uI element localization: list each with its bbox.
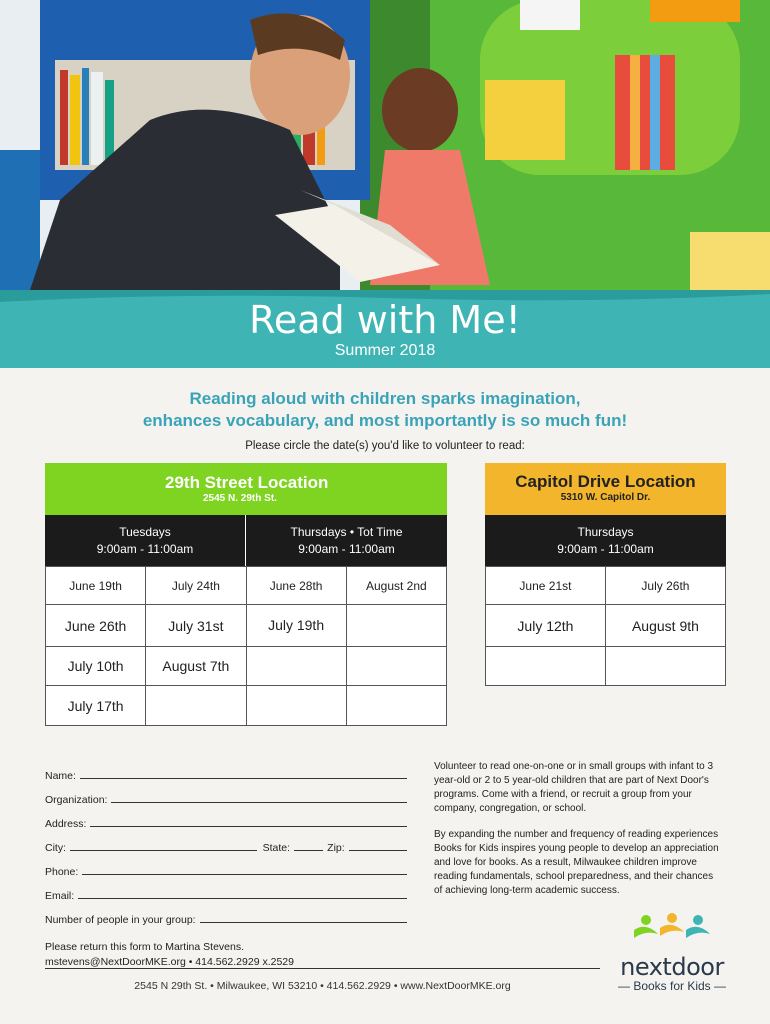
state-field[interactable] — [294, 849, 323, 851]
volunteer-form — [45, 758, 407, 970]
date-cell[interactable]: June 28th — [246, 567, 346, 605]
date-cell[interactable] — [146, 686, 246, 726]
description-paragraph-2: By expanding the number and frequency of reading experiences Books for Kids inspires young people to develop an appreciation and love for books. As a result, Milwaukee children improve reading fundamentals, school preparedness, and their chances of achieving long-term academic success. — [434, 829, 719, 896]
page-title: Read with Me! — [249, 298, 521, 342]
location-address: 5310 W. Capitol Dr. — [560, 492, 651, 503]
lead-line-2: enhances vocabulary, and most importantly is so much fun! — [142, 411, 628, 430]
location-29th-street-header — [45, 463, 447, 515]
footer-divider — [45, 968, 600, 969]
date-cell[interactable]: July 26th — [605, 567, 725, 605]
lead-text — [0, 388, 770, 432]
email-row — [45, 878, 407, 902]
address-row — [45, 806, 407, 830]
zip-label: Zip: — [327, 842, 345, 854]
session-time: 9:00am - 11:00am — [557, 542, 654, 556]
email-field[interactable] — [78, 897, 407, 899]
date-cell[interactable] — [246, 686, 346, 726]
session-time: 9:00am - 11:00am — [96, 542, 194, 556]
date-cell[interactable] — [246, 647, 346, 686]
return-contact: mstevens@NextDoorMKE.org • 414.562.2929 x.2529 — [45, 956, 294, 968]
date-cell[interactable]: June 19th — [46, 567, 146, 605]
name-label: Name: — [45, 770, 76, 782]
date-cell[interactable] — [346, 686, 446, 726]
location-name: 29th Street Location — [165, 473, 329, 492]
date-cell[interactable]: August 9th — [605, 605, 725, 647]
banner-wave — [0, 290, 770, 304]
date-cell[interactable]: June 21st — [486, 567, 606, 605]
date-cell[interactable] — [346, 605, 446, 647]
address-label: Address: — [45, 818, 87, 830]
date-cell[interactable]: July 19th — [246, 605, 346, 647]
lead-line-1: Reading aloud with children sparks imagination, — [189, 389, 581, 408]
hero-photo — [0, 0, 770, 290]
session-day: Tuesdays — [119, 525, 171, 539]
page-subtitle: Summer 2018 — [334, 342, 436, 359]
logo-wordmark: nextdoor — [620, 953, 724, 981]
group-size-field[interactable] — [200, 921, 407, 923]
date-cell[interactable]: July 10th — [46, 647, 146, 686]
organization-field[interactable] — [111, 801, 407, 803]
nextdoor-logo — [612, 912, 732, 992]
session-day: Thursdays • Tot Time — [290, 525, 403, 539]
logo-tagline-text: Books for Kids — [633, 979, 711, 993]
people-logo-icon — [632, 912, 712, 946]
dates-grid-capitol-drive — [485, 566, 726, 686]
phone-row — [45, 854, 407, 878]
city-state-zip-row — [45, 830, 407, 854]
logo-tagline: — Books for Kids — — [617, 979, 727, 993]
date-cell[interactable]: July 24th — [146, 567, 246, 605]
name-field[interactable] — [80, 777, 407, 779]
session-header-tot-time — [246, 515, 447, 566]
location-capitol-drive-header — [485, 463, 726, 515]
program-description — [434, 760, 724, 898]
phone-field[interactable] — [82, 873, 407, 875]
date-cell[interactable]: June 26th — [46, 605, 146, 647]
organization-row — [45, 782, 407, 806]
state-label: State: — [262, 842, 291, 854]
session-header-capitol-thursdays — [485, 515, 726, 566]
session-time: 9:00am - 11:00am — [298, 542, 395, 556]
date-cell[interactable]: August 2nd — [346, 567, 446, 605]
location-name: Capitol Drive Location — [515, 472, 696, 491]
date-cell[interactable]: July 17th — [46, 686, 146, 726]
name-row — [45, 758, 407, 782]
group-size-label: Number of people in your group: — [45, 914, 196, 926]
date-cell[interactable]: August 7th — [146, 647, 246, 686]
date-cell[interactable]: July 31st — [146, 605, 246, 647]
return-instructions — [45, 940, 407, 970]
date-cell[interactable]: July 12th — [486, 605, 606, 647]
return-line: Please return this form to Martina Stevens. — [45, 941, 245, 953]
date-cell[interactable] — [605, 647, 725, 686]
city-field[interactable] — [70, 849, 257, 851]
date-cell[interactable] — [486, 647, 606, 686]
session-header-tuesdays — [45, 515, 246, 566]
phone-label: Phone: — [45, 866, 79, 878]
description-paragraph-1: Volunteer to read one-on-one or in small groups with infant to 3 year-old or 2 to 5 year-old children that are part of Next Door's programs. Come with a friend, or recruit a group from your company, congregation, or school. — [434, 761, 714, 814]
address-field[interactable] — [90, 825, 407, 827]
date-cell[interactable] — [346, 647, 446, 686]
group-size-row — [45, 902, 407, 926]
dates-grid-29th-street — [45, 566, 447, 726]
instruction-text: Please circle the date(s) you'd like to volunteer to read: — [245, 440, 525, 452]
city-label: City: — [45, 842, 66, 854]
email-label: Email: — [45, 890, 75, 902]
zip-field[interactable] — [349, 849, 407, 851]
session-day: Thursdays — [577, 525, 634, 539]
organization-label: Organization: — [45, 794, 108, 806]
footer-contact: 2545 N 29th St. • Milwaukee, WI 53210 • 414.562.2929 • www.NextDoorMKE.org — [134, 980, 511, 992]
location-address: 2545 N. 29th St. — [203, 493, 277, 504]
